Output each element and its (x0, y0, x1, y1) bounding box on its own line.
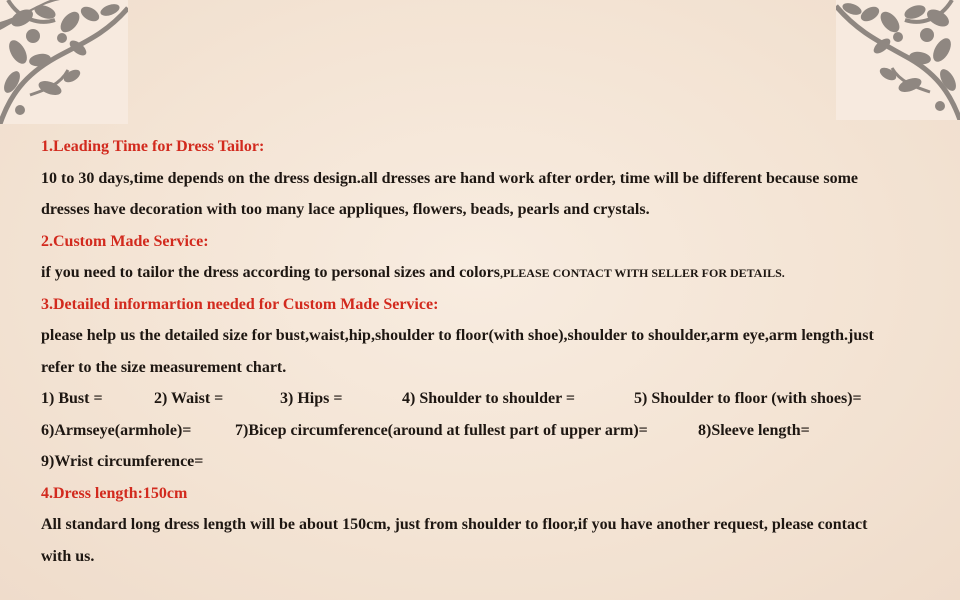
section-heading-leading-time: 1.Leading Time for Dress Tailor: (41, 138, 265, 155)
dress-length-text-line-1: All standard long dress length will be about 150cm, just from shoulder to floor,if you have another request, please contact (41, 516, 868, 533)
measurement-wrist: 9)Wrist circumference= (41, 453, 204, 470)
dress-info-text (41, 131, 946, 572)
detailed-info-text-line-2: refer to the size measurement chart. (41, 358, 287, 376)
measurement-sleeve-length: 8)Sleeve length= (698, 421, 810, 439)
measurement-bust: 1) Bust = (41, 390, 103, 407)
measurement-shoulder-to-floor: 5) Shoulder to floor (with shoes)= (634, 390, 862, 407)
measurement-shoulder-to-shoulder: 4) Shoulder to shoulder = (402, 390, 576, 407)
measurement-row-2 (41, 415, 946, 447)
measurement-row-3 (41, 446, 946, 478)
custom-made-text (41, 257, 946, 289)
measurement-row-1 (41, 383, 946, 415)
section-heading-custom-made: 2.Custom Made Service: (41, 232, 209, 250)
detailed-info-text-line-1: please help us the detailed size for bust,waist,hip,shoulder to floor(with shoe),shoulder to shoulder,arm eye,arm length.just (41, 327, 874, 344)
measurement-hips: 3) Hips = (280, 390, 343, 407)
measurement-armseye: 6)Armseye(armhole)= (41, 421, 192, 439)
leading-time-text-line-1: 10 to 30 days,time depends on the dress design.all dresses are hand work after order, time will be different because some (41, 169, 859, 187)
floral-corner-right-icon (836, 0, 960, 120)
section-heading-dress-length: 4.Dress length:150cm (41, 484, 188, 502)
floral-corner-left-icon (0, 0, 128, 124)
custom-made-text-main: if you need to tailor the dress according to personal sizes and colors (41, 264, 500, 281)
custom-made-text-contact: ,PLEASE CONTACT WITH SELLER FOR DETAILS. (499, 266, 785, 280)
measurement-waist: 2) Waist = (154, 390, 224, 407)
leading-time-text-line-2: dresses have decoration with too many lace appliques, flowers, beads, pearls and crystals. (41, 201, 650, 218)
section-heading-detailed-info: 3.Detailed informartion needed for Custom Made Service: (41, 295, 439, 313)
measurement-bicep: 7)Bicep circumference(around at fullest part of upper arm)= (235, 421, 648, 439)
dress-length-text-line-2: with us. (41, 547, 95, 565)
